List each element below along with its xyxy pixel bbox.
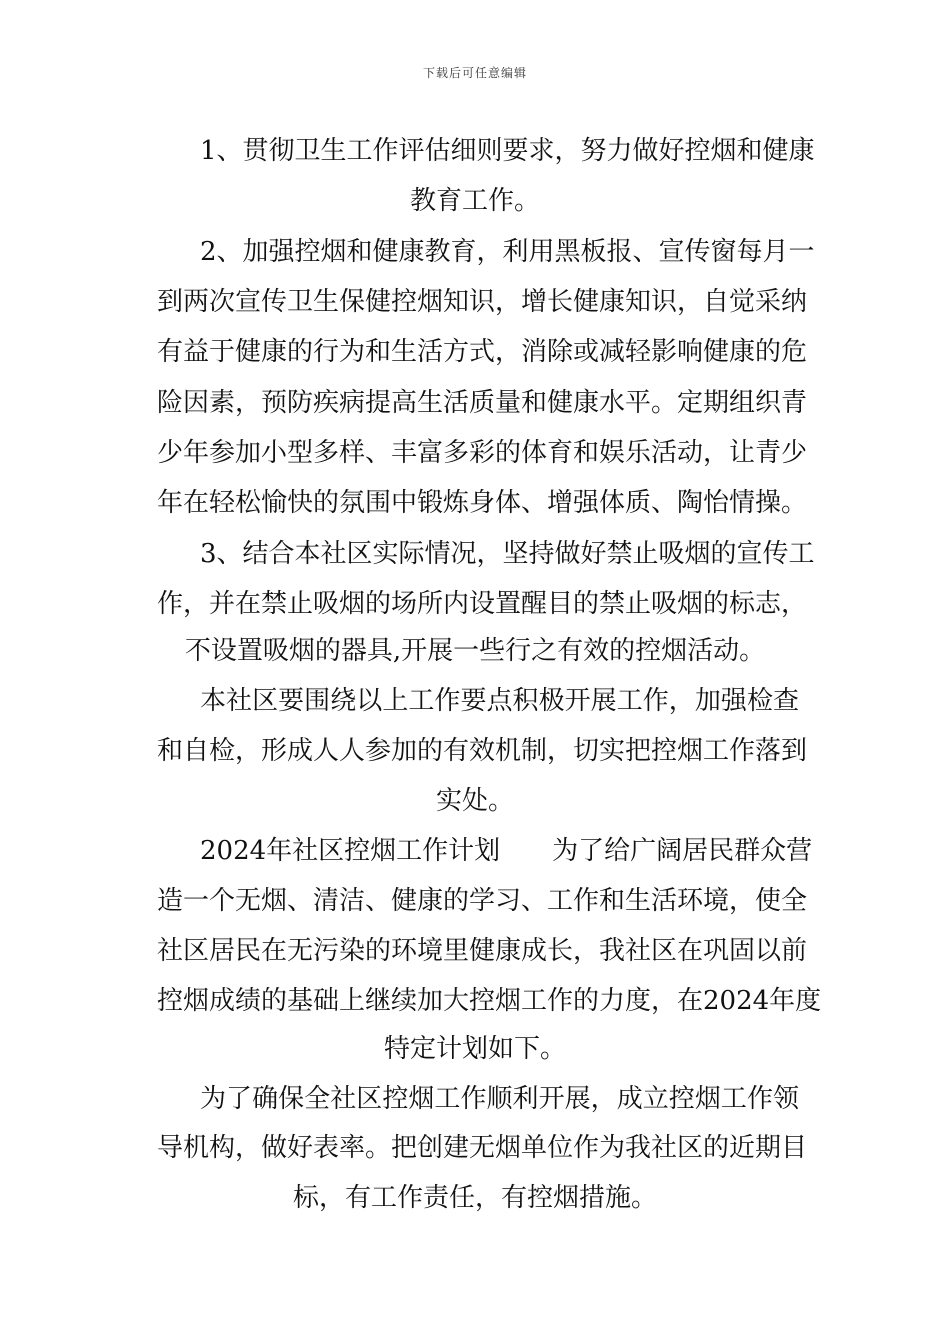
text-line: 特定计划如下。 bbox=[383, 1034, 566, 1064]
text-line: 有益于健康的行为和生活方式，消除或减轻影响健康的危 bbox=[157, 337, 808, 367]
text-line: 险因素，预防疾病提高生活质量和健康水平。定期组织青 bbox=[157, 388, 808, 418]
text-line: 造一个无烟、清洁、健康的学习、工作和生活环境，使全 bbox=[157, 886, 808, 916]
text-line: 作，并在禁止吸烟的场所内设置醒目的禁止吸烟的标志， bbox=[157, 589, 808, 619]
text-line: 到两次宣传卫生保健控烟知识，增长健康知识，自觉采纳 bbox=[157, 287, 808, 317]
text-line: 年在轻松愉快的氛围中锻炼身体、增强体质、陶怡情操。 bbox=[157, 488, 808, 518]
text-line: 社区居民在无污染的环境里健康成长，我社区在巩固以前 bbox=[157, 936, 808, 966]
page-header: 下载后可任意编辑 bbox=[422, 66, 527, 80]
text-line: 为了确保全社区控烟工作顺利开展，成立控烟工作领 bbox=[200, 1084, 799, 1114]
text-line: 2024年社区控烟工作计划 为了给广阔居民群众营 bbox=[200, 836, 813, 866]
text-line: 1、贯彻卫生工作评估细则要求，努力做好控烟和健康 bbox=[200, 136, 815, 166]
text-line: 不设置吸烟的器具,开展一些行之有效的控烟活动。 bbox=[184, 636, 766, 666]
text-line: 导机构，做好表率。把创建无烟单位作为我社区的近期目 bbox=[157, 1133, 808, 1163]
text-line: 标，有工作责任，有控烟措施。 bbox=[292, 1183, 657, 1213]
text-line: 少年参加小型多样、丰富多彩的体育和娱乐活动，让青少 bbox=[157, 438, 808, 468]
text-line: 本社区要围绕以上工作要点积极开展工作，加强检查 bbox=[200, 686, 799, 716]
text-line: 3、结合本社区实际情况，坚持做好禁止吸烟的宣传工 bbox=[200, 539, 815, 569]
text-line: 实处。 bbox=[435, 786, 514, 816]
text-line: 和自检，形成人人参加的有效机制，切实把控烟工作落到 bbox=[157, 736, 808, 766]
text-line: 控烟成绩的基础上继续加大控烟工作的力度，在2024年度 bbox=[157, 986, 822, 1016]
text-line: 2、加强控烟和健康教育，利用黑板报、宣传窗每月一 bbox=[200, 237, 815, 267]
text-line: 教育工作。 bbox=[409, 186, 540, 216]
